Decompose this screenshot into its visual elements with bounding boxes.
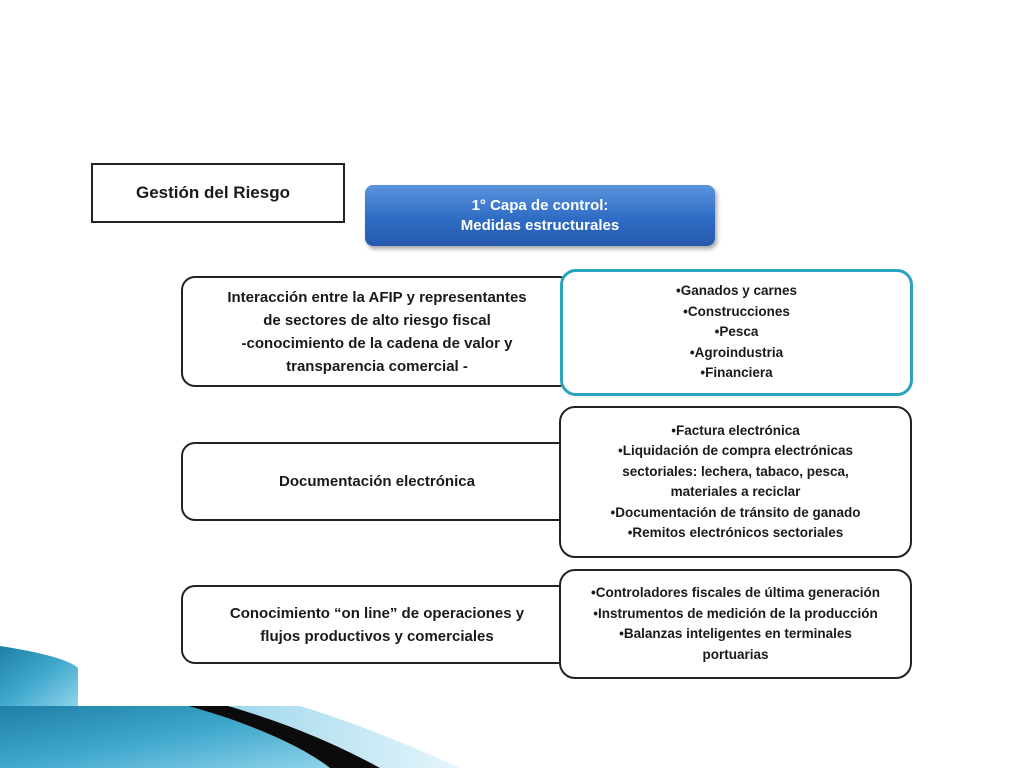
- measure-text-line: de sectores de alto riesgo fiscal: [263, 311, 491, 329]
- list-item: •Pesca: [714, 324, 759, 340]
- measure-text-line: transparencia comercial -: [286, 357, 468, 375]
- measure-text-line: Conocimiento “on line” de operaciones y: [229, 604, 525, 622]
- control-layer-header: [365, 185, 715, 246]
- list-item: •Instrumentos de medición de la producción: [593, 605, 878, 621]
- control-layer-line: 1° Capa de control:: [471, 196, 609, 214]
- list-item: materiales a reciclar: [670, 484, 801, 499]
- measure-text-line: Interacción entre la AFIP y representantes: [227, 288, 527, 306]
- list-item: •Liquidación de compra electrónicas: [617, 443, 854, 458]
- list-item: •Documentación de tránsito de ganado: [610, 504, 861, 520]
- list-item: sectoriales: lechera, tabaco, pesca,: [622, 463, 849, 479]
- list-item: •Controladores fiscales de última generación: [590, 585, 881, 600]
- list-item: •Factura electrónica: [671, 422, 800, 438]
- measure-text-line: Documentación electrónica: [279, 473, 475, 490]
- sector-list-box: [560, 269, 913, 396]
- measure-box-electronic-docs: [181, 442, 573, 521]
- list-item: •Ganados y carnes: [675, 283, 798, 299]
- list-item: •Financiera: [700, 365, 773, 381]
- measure-text-line: -conocimiento de la cadena de valor y: [241, 334, 513, 352]
- list-item: •Balanzas inteligentes en terminales: [619, 626, 852, 641]
- electronic-docs-list-box: [559, 406, 912, 558]
- list-item: •Agroindustria: [689, 344, 784, 360]
- list-item: •Remitos electrónicos sectoriales: [627, 525, 844, 540]
- control-layer-line: Medidas estructurales: [460, 216, 620, 234]
- list-item: portuarias: [702, 646, 769, 662]
- measure-box-online-knowledge: [181, 585, 573, 664]
- list-item: •Construcciones: [683, 303, 790, 319]
- slide-title: Gestión del Riesgo: [91, 163, 345, 223]
- instruments-list-box: [559, 569, 912, 679]
- measure-text-line: flujos productivos y comerciales: [260, 627, 494, 645]
- measure-box-interaction: [181, 276, 573, 387]
